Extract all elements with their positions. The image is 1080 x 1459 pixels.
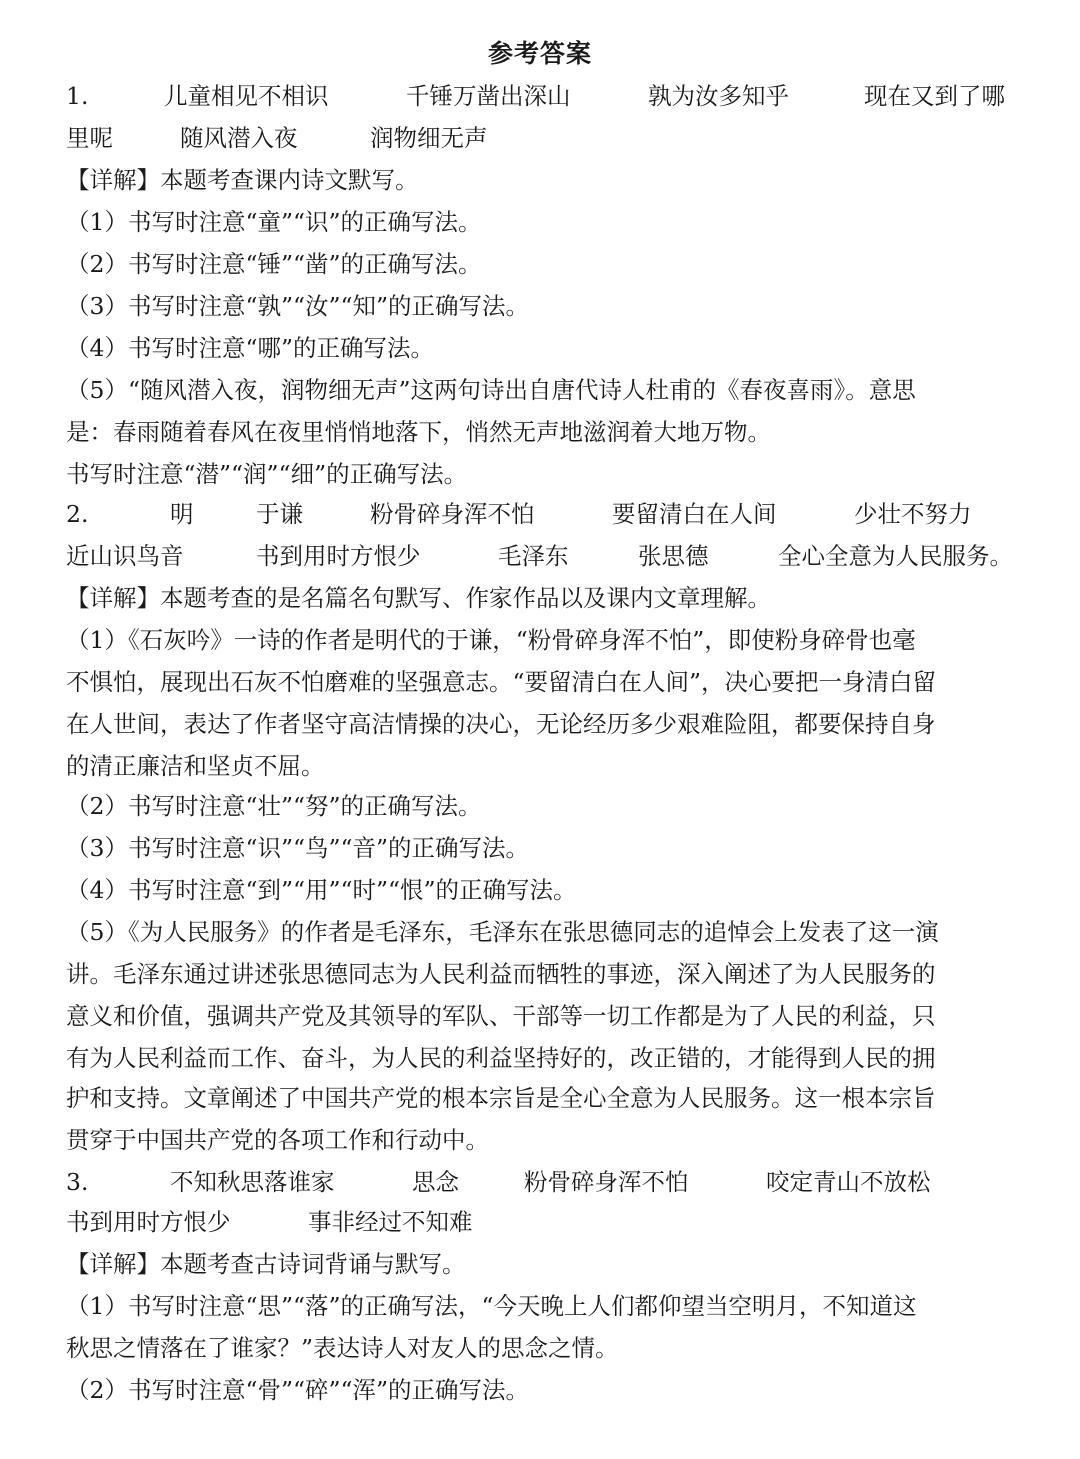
q3-note: （2）书写时注意“骨”“碎”“浑”的正确写法。 xyxy=(66,1376,530,1404)
q3-answer: 不知秋思落谁家 xyxy=(170,1168,335,1196)
q2-note: （1）《石灰吟》一诗的作者是明代的于谦，“粉骨碎身浑不怕”，即使粉身碎骨也毫 xyxy=(66,626,916,654)
q3-number: 3. xyxy=(66,1168,89,1196)
q3-note: 秋思之情落在了谁家？”表达诗人对友人的思念之情。 xyxy=(66,1334,619,1362)
page-title: 参考答案 xyxy=(487,39,592,68)
q2-answer: 书到用时方恨少 xyxy=(256,542,421,570)
q3-answer: 思念 xyxy=(412,1168,459,1196)
q1-answer: 儿童相见不相识 xyxy=(164,82,329,110)
q1-answer: 随风潜入夜 xyxy=(180,124,298,152)
q2-note: 护和支持。文章阐述了中国共产党的根本宗旨是全心全意为人民服务。这一根本宗旨 xyxy=(66,1084,936,1112)
q3-answer: 粉骨碎身浑不怕 xyxy=(524,1168,689,1196)
q2-answer: 于谦 xyxy=(256,500,303,528)
q1-note: （1）书写时注意“童”“识”的正确写法。 xyxy=(66,208,482,236)
q2-answer: 要留清白在人间 xyxy=(612,500,777,528)
q2-note: 在人世间，表达了作者坚守高洁情操的决心，无论经历多少艰难险阻，都要保持自身 xyxy=(66,710,936,738)
q1-answer: 孰为汝多知乎 xyxy=(648,82,789,110)
q1-note: （5）“随风潜入夜，润物细无声”这两句诗出自唐代诗人杜甫的《春夜喜雨》。意思 xyxy=(66,376,916,404)
q2-number: 2. xyxy=(66,500,89,528)
q2-note: （3）书写时注意“识”“鸟”“音”的正确写法。 xyxy=(66,834,530,862)
q2-detail: 【详解】本题考查的是名篇名句默写、作家作品以及课内文章理解。 xyxy=(66,584,771,612)
q2-note: 意义和价值，强调共产党及其领导的军队、干部等一切工作都是为了人民的利益，只 xyxy=(66,1002,936,1030)
q1-number: 1. xyxy=(66,82,89,110)
q2-answer: 明 xyxy=(170,500,194,528)
q2-answer: 近山识鸟音 xyxy=(66,542,184,570)
q1-note: 是：春雨随着春风在夜里悄悄地落下，悄然无声地滋润着大地万物。 xyxy=(66,418,771,446)
q2-note: 有为人民利益而工作、奋斗，为人民的利益坚持好的，改正错的，才能得到人民的拥 xyxy=(66,1044,936,1072)
q2-answer: 粉骨碎身浑不怕 xyxy=(370,500,535,528)
q2-note: （2）书写时注意“壮”“努”的正确写法。 xyxy=(66,792,482,820)
q2-answer: 少壮不努力 xyxy=(854,500,972,528)
q1-detail: 【详解】本题考查课内诗文默写。 xyxy=(66,166,419,194)
q2-note: 讲。毛泽东通过讲述张思德同志为人民利益而牺牲的事迹，深入阐述了为人民服务的 xyxy=(66,960,936,988)
q1-note: 书写时注意“潜”“润”“细”的正确写法。 xyxy=(66,460,468,488)
q3-answer: 咬定青山不放松 xyxy=(766,1168,931,1196)
q3-detail: 【详解】本题考查古诗词背诵与默写。 xyxy=(66,1250,466,1278)
q2-answer: 全心全意为人民服务。 xyxy=(778,542,1013,570)
q1-note: （3）书写时注意“孰”“汝”“知”的正确写法。 xyxy=(66,292,530,320)
q2-note: 的清正廉洁和坚贞不屈。 xyxy=(66,752,325,780)
q1-note: （2）书写时注意“锤”“凿”的正确写法。 xyxy=(66,250,482,278)
q2-answer: 张思德 xyxy=(638,542,709,570)
q2-note: （4）书写时注意“到”“用”“时”“恨”的正确写法。 xyxy=(66,876,577,904)
q2-answer: 毛泽东 xyxy=(498,542,569,570)
q2-note: （5）《为人民服务》的作者是毛泽东，毛泽东在张思德同志的追悼会上发表了这一演 xyxy=(66,918,939,946)
q2-note: 不惧怕，展现出石灰不怕磨难的坚强意志。“要留清白在人间”，决心要把一身清白留 xyxy=(66,668,937,696)
q2-note: 贯穿于中国共产党的各项工作和行动中。 xyxy=(66,1126,489,1154)
q1-answer: 现在又到了哪 xyxy=(864,82,1005,110)
q1-answer: 千锤万凿出深山 xyxy=(406,82,571,110)
q3-note: （1）书写时注意“思”“落”的正确写法，“今天晚上人们都仰望当空明月，不知道这 xyxy=(66,1292,917,1320)
q1-answer: 润物细无声 xyxy=(370,124,488,152)
q3-answer: 书到用时方恨少 xyxy=(66,1208,231,1236)
q1-note: （4）书写时注意“哪”的正确写法。 xyxy=(66,334,434,362)
q1-answer: 里呢 xyxy=(66,124,113,152)
q3-answer: 事非经过不知难 xyxy=(308,1208,473,1236)
